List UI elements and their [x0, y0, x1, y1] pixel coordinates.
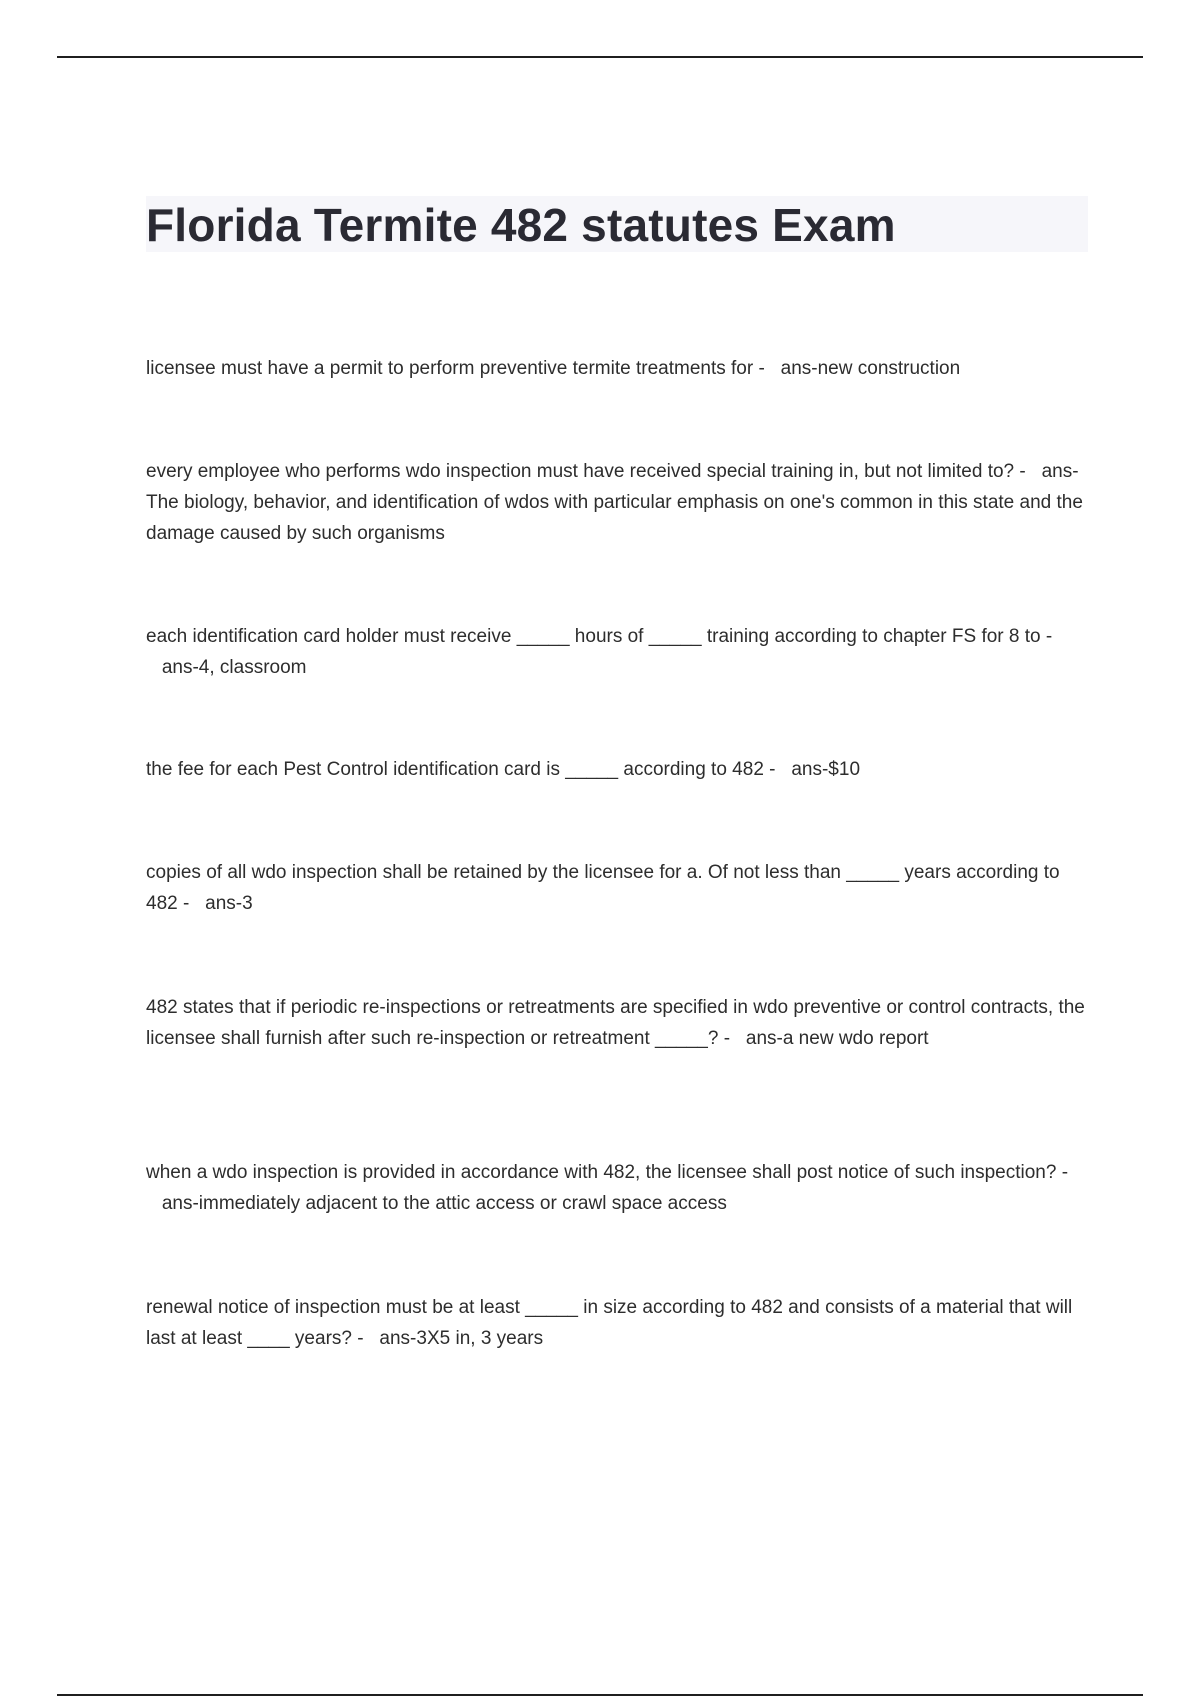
bottom-rule: [57, 1694, 1143, 1696]
qa-item-2: [146, 456, 1092, 549]
question-text: the fee for each Pest Control identification card is _____ according to 482 -: [146, 759, 776, 780]
question-text: licensee must have a permit to perform preventive termite treatments for -: [146, 358, 765, 379]
qa-item-1: [146, 353, 1092, 384]
answer-text: ans-immediately adjacent to the attic access or crawl space access: [161, 1193, 727, 1214]
top-rule: [57, 56, 1143, 58]
qa-item-5: [146, 857, 1092, 919]
question-text: renewal notice of inspection must be at least _____ in size according to 482 and consists of a material that will last at least ____ years? -: [146, 1297, 1073, 1349]
question-text: each identification card holder must receive _____ hours of _____ training according to chapter FS for 8 to -: [146, 626, 1053, 647]
answer-text: ans-a new wdo report: [745, 1028, 929, 1049]
qa-item-3: [146, 621, 1092, 683]
answer-text: ans-The biology, behavior, and identification of wdos with particular emphasis on one's common in this state and the damage caused by such organisms: [146, 461, 1083, 544]
answer-text: ans-$10: [791, 759, 861, 780]
qa-item-8: [146, 1292, 1092, 1354]
question-text: every employee who performs wdo inspection must have received special training in, but not limited to? -: [146, 461, 1026, 482]
page-title: Florida Termite 482 statutes Exam: [146, 199, 896, 251]
answer-text: ans-4, classroom: [161, 657, 307, 678]
question-text: copies of all wdo inspection shall be retained by the licensee for a. Of not less than _____ years according to 482 -: [146, 862, 1060, 914]
qa-item-7: [146, 1157, 1092, 1219]
answer-text: ans-3: [205, 893, 253, 914]
question-text: when a wdo inspection is provided in accordance with 482, the licensee shall post notice of such inspection? -: [146, 1162, 1069, 1183]
answer-text: ans-3X5 in, 3 years: [379, 1328, 544, 1349]
qa-item-4: [146, 754, 1092, 785]
question-text: 482 states that if periodic re-inspections or retreatments are specified in wdo preventive or control contracts, the licensee shall furnish after such re-inspection or retreatment _____? -: [146, 997, 1085, 1049]
qa-item-6: [146, 992, 1092, 1054]
answer-text: ans-new construction: [780, 358, 961, 379]
